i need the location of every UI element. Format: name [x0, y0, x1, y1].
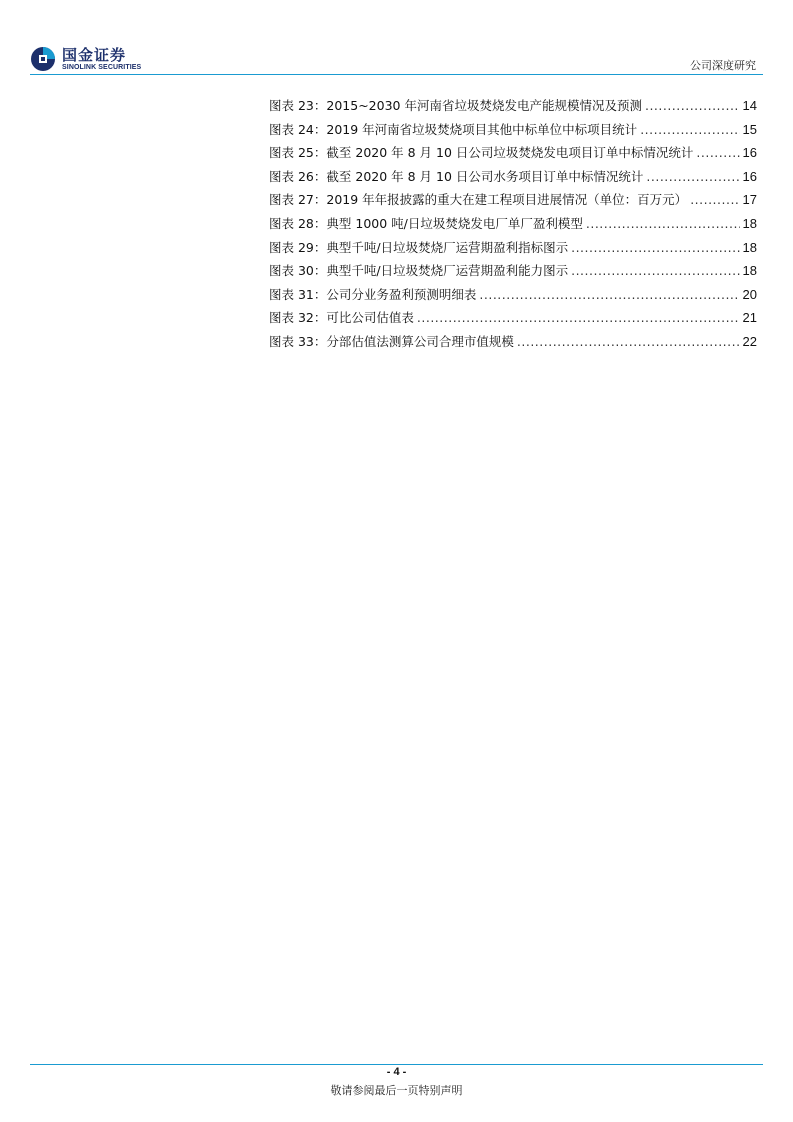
toc-entry[interactable] [269, 141, 757, 165]
toc-figure-title: 截至 2020 年 8 月 10 日公司水务项目订单中标情况统计 [326, 168, 644, 184]
toc-figure-label: 图表 26： [269, 168, 327, 184]
toc-figure-title: 截至 2020 年 8 月 10 日公司垃圾焚烧发电项目订单中标情况统计 [326, 145, 694, 161]
toc-leader-dots [417, 306, 740, 330]
figure-index-list [269, 94, 757, 354]
toc-leader-dots [571, 259, 739, 283]
toc-entry[interactable] [269, 259, 757, 283]
toc-page-number: 14 [742, 98, 757, 113]
toc-figure-label: 图表 32： [269, 310, 327, 326]
toc-entry[interactable] [269, 118, 757, 142]
toc-figure-title: 2019 年年报披露的重大在建工程项目进展情况（单位：百万元） [326, 192, 688, 208]
toc-entry[interactable] [269, 306, 757, 330]
toc-page-number: 15 [742, 121, 757, 137]
toc-figure-label: 图表 23： [269, 98, 327, 113]
toc-entry[interactable] [269, 188, 757, 212]
toc-page-number: 18 [742, 239, 757, 255]
page-header [0, 0, 793, 80]
toc-figure-label: 图表 31： [269, 286, 327, 302]
toc-leader-dots [586, 212, 740, 236]
toc-figure-title: 典型千吨/日垃圾焚烧厂运营期盈利能力图示 [326, 263, 569, 279]
toc-figure-label: 图表 30： [269, 263, 327, 279]
toc-entry[interactable] [269, 165, 757, 189]
toc-leader-dots [640, 118, 739, 142]
toc-figure-label: 图表 28： [269, 215, 327, 231]
footer-disclaimer: 敬请参阅最后一页特别声明 [330, 1084, 463, 1097]
toc-page-number: 18 [742, 263, 757, 279]
toc-leader-dots [517, 330, 740, 354]
toc-page-number: 16 [742, 168, 757, 184]
toc-leader-dots [696, 141, 739, 165]
toc-leader-dots [571, 236, 739, 260]
toc-entry[interactable] [269, 283, 757, 307]
toc-entry[interactable] [269, 212, 757, 236]
toc-figure-title: 可比公司估值表 [326, 310, 414, 326]
page-number: - 4 - [386, 1066, 407, 1078]
toc-figure-title: 分部估值法测算公司合理市值规模 [326, 333, 514, 349]
toc-page-number: 16 [742, 145, 757, 161]
toc-figure-label: 图表 33： [269, 333, 327, 349]
toc-leader-dots [645, 94, 740, 118]
toc-page-number: 18 [742, 215, 757, 231]
toc-page-number: 21 [742, 310, 757, 326]
footer-divider [30, 1064, 763, 1065]
toc-figure-label: 图表 29： [269, 239, 327, 255]
toc-page-number: 20 [742, 286, 757, 302]
toc-entry[interactable] [269, 94, 757, 118]
logo-chinese-name: 国金证券 [62, 45, 127, 64]
toc-figure-label: 图表 25： [269, 145, 327, 161]
toc-figure-label: 图表 24： [269, 121, 327, 137]
report-type-label: 公司深度研究 [690, 59, 756, 72]
header-divider [30, 74, 763, 75]
toc-page-number: 22 [742, 333, 757, 349]
logo-english-name: SINOLINK SECURITIES [62, 63, 142, 71]
toc-figure-title: 2019 年河南省垃圾焚烧项目其他中标单位中标项目统计 [326, 121, 638, 137]
logo-mark-icon [30, 46, 56, 72]
company-logo [30, 46, 141, 72]
toc-figure-title: 典型千吨/日垃圾焚烧厂运营期盈利指标图示 [326, 239, 569, 255]
toc-leader-dots [646, 165, 739, 189]
toc-figure-title: 2015~2030 年河南省垃圾焚烧发电产能规模情况及预测 [326, 98, 642, 113]
toc-leader-dots [479, 283, 739, 307]
toc-figure-label: 图表 27： [269, 192, 327, 208]
toc-leader-dots [690, 188, 739, 212]
toc-page-number: 17 [742, 192, 757, 208]
toc-figure-title: 典型 1000 吨/日垃圾焚烧发电厂单厂盈利模型 [326, 215, 583, 231]
toc-entry[interactable] [269, 330, 757, 354]
toc-entry[interactable] [269, 236, 757, 260]
toc-figure-title: 公司分业务盈利预测明细表 [326, 286, 477, 302]
